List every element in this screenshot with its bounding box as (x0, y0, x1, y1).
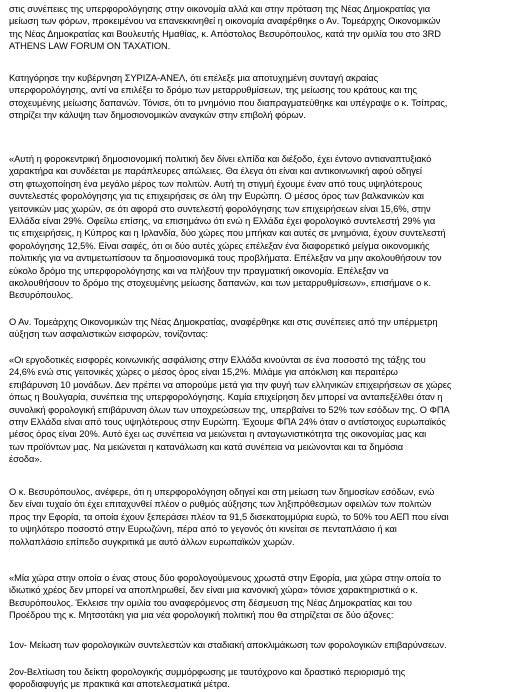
axis-2-paragraph (9, 666, 515, 691)
text-line: γειτονικών μας χωρών, σε ότι αφορά στο συντελεστή φορολόγησης των επιχειρήσεων είναι 15,6%, στην (9, 203, 431, 214)
text-line: χαρακτήρα και συνδέεται με παράπλευρες απώλειες. Θα έλεγα ότι είναι και αντικοινωνική αφού οδηγεί (9, 166, 422, 177)
text-line: όπως η Βουλγαρία, συνέπεια της υπερφορολόγησης. Καμία επιχείρηση δεν μπορεί να ανταπεξέλθει όταν η (9, 392, 443, 403)
axis-1-paragraph (9, 639, 515, 651)
text-line: συντελεστές φορολόγησης για τις επιχειρήσεις σε όλη την Ευρώπη. Ο μέσος όρος των βαλκανικών και (9, 191, 424, 202)
text-line: Ο Αν. Τομεάρχης Οικονομικών της Νέας Δημοκρατίας, αναφέρθηκε και στις συνέπειες από την υπέρμετρη (9, 317, 438, 327)
text-line: εύκολο δρόμο της υπερφορολόγησης και να πλήξουν την πραγματική οικονομία. Επέλεξαν να (9, 265, 389, 276)
text-line: στις συνέπειες της υπερφορολόγησης στην οικονομία αλλά και στην πρόταση της Νέας Δημοκρατίας για (9, 4, 431, 14)
insurance-intro-paragraph (9, 316, 515, 341)
text-line: «Οι εργοδοτικές εισφορές κοινωνικής ασφάλισης στην Ελλάδα κινούνται σε ένα ποσοστό της τάξης του (9, 355, 426, 365)
accusation-paragraph (9, 72, 515, 122)
text-line: ATHENS LAW FORUM ON TAXATION. (9, 41, 171, 52)
text-line: φοροδιαφυγής με πρακτικά και αποτελεσματικά μέτρα. (9, 679, 230, 690)
text-line: συνολική φορολογική επιβάρυνση όλων των υποχρεώσεων της, υπερβαίνει το 52% των εσόδων της. Ο ΦΠΑ (9, 404, 450, 415)
text-line: της Νέας Δημοκρατίας και Βουλευτής Ημαθίας, κ. Απόστολος Βεσυρόπουλος, κατά την ομιλία του στο 3RD (9, 28, 441, 39)
text-line: στην Ελλάδα είναι από τους υψηλότερους στην Ευρώπη. Έχουμε ΦΠΑ 24% όταν ο αντίστοιχος ευρωπαϊκός (9, 417, 446, 428)
text-line: αύξηση των ασφαλιστικών εισφορών, τονίζοντας: (9, 329, 209, 340)
revenue-paragraph (9, 486, 515, 548)
text-line: «Μία χώρα στην οποία ο ένας στους δύο φορολογούμενους χρωστά στην Εφορία, μια χώρα στην οποία το (9, 573, 442, 583)
text-line: στηρίζει την κάλυψη των δημοσιονομικών αναγκών στην επιβολή φόρων. (9, 110, 306, 121)
text-line: προς την Εφορία, τα οποία έχουν ξεπεράσει πλέον τα 91,5 δισεκατομμύρια ευρώ, το 50% του ΑΕΠ που είναι (9, 511, 449, 522)
text-line: των προϊόντων μας. Να μειώνεται η κατανάλωση και κατά συνέπεια να μειώνονται και τα δημόσια (9, 441, 404, 452)
text-line: υπερφορολόγησης, αντί να επιλέξει το δρόμο των μεταρρυθμίσεων, της μείωσης του κράτους και της (9, 85, 417, 96)
text-line: Κατηγόρησε την κυβέρνηση ΣΥΡΙΖΑ-ΑΝΕΛ, ότι επέλεξε μια αποτυχημένη συνταγή ακραίας (9, 73, 379, 83)
text-line: 1ον- Μείωση των φορολογικών συντελεστών και σταδιακή αποκλιμάκωση των φορολογικών επιβαρύνσεων. (9, 640, 447, 650)
text-line: τις επιχειρήσεις, η Κύπρος και η Ιρλανδία, δύο χώρες που μπήκαν και αυτές σε μνημόνια, έχουν συντελεστή (9, 228, 446, 239)
text-line: στοχευμένης μείωσης δαπανών. Τόνισε, ότι το μνημόνιο που διαπραγματεύθηκε και υπέγραψε ο κ. Τσίπρας, (9, 97, 448, 108)
text-line: Ο κ. Βεσυρόπουλος, ανέφερε, ότι η υπερφορολόγηση οδηγεί και στη μείωση των δημοσίων εσόδων, ενώ (9, 487, 435, 497)
text-line: το υψηλότερο ποσοστό στην Ευρωζώνη, πέρα από το γεγονός ότι κινείται σε πενταπλάσιο ή και (9, 524, 397, 535)
text-line: «Αυτή η φοροκεντρική δημοσιονομική πολιτική δεν δίνει ελπίδα και διέξοδο, έχει έντονο αντιαναπτυξιακό (9, 154, 432, 164)
text-line: Προέδρου της κ. Μητσοτάκη για μια νέα φορολογική πολιτική που θα στηρίζεται σε δύο άξονες: (9, 610, 394, 621)
quote-paragraph-3 (9, 572, 515, 622)
text-line: μείωση των φόρων, προκειμένου να επανεκκινηθεί η οικονομία αναφέρθηκε ο Αν. Τομεάρχης Οικονομικών (9, 16, 441, 27)
text-line: δεν είναι τυχαίο ότι έχει επιταχυνθεί πλέον ο ρυθμός αύξησης των ληξιπρόθεσμων οφειλών των πολιτών (9, 499, 432, 510)
text-line: φορολόγησης 12,5%. Είναι σαφές, ότι οι δύο αυτές χώρες επέλεξαν ένα διαφορετικό μείγμα οικονομικής (9, 240, 430, 251)
intro-paragraph (9, 3, 515, 53)
text-line: Βεσυρόπουλος. Έκλεισε την ομιλία του αναφερόμενος στη δέσμευση της Νέας Δημοκρατίας και του (9, 597, 412, 608)
text-line: επιβάρυνση 10 μονάδων. Δεν πρέπει να απορούμε μετά για την φυγή των ελληνικών επιχειρήσεων σε χώρες (9, 379, 452, 390)
text-line: Ελλάδα είναι 29%. Οφείλω επίσης, να επισημάνω ότι ενώ η Ελλάδα έχει φορολογικό συντελεστή 29% για (9, 216, 436, 227)
text-line: ιδιωτικό χρέος δεν μπορεί να αποπληρωθεί, δεν είναι μια κανονική χώρα» τόνισε χαρακτηριστικά ο κ. (9, 585, 418, 596)
text-line: πολιτικής για να αντιμετωπίσουν τα δημοσιονομικά τους προβλήματα. Επέλεξαν να μην ακολουθήσουν τον (9, 253, 442, 264)
text-line: 24,6% ενώ στις γειτονικές χώρες ο μέσος όρος είναι 15,2%. Μιλάμε για απόκλιση και περαιτέρω (9, 367, 398, 378)
text-line: μέσος όρος είναι 20%. Αυτό έχει ως συνέπεια να μειώνεται η ανταγωνιστικότητα της οικονομίας μας και (9, 429, 427, 440)
text-line: πολλαπλάσιο επίπεδο συγκριτικά με αυτό άλλων ευρωπαϊκών χωρών. (9, 536, 295, 547)
text-line: έσοδα». (9, 454, 43, 465)
text-line: 2ον-Βελτίωση του δείκτη φορολογικής συμμόρφωσης με ταυτόχρονο και δραστικό περιορισμό της (9, 667, 406, 677)
text-line: Βεσυρόπουλος. (9, 290, 74, 301)
text-line: ακολουθήσουν το δρόμο της στοχευμένης μείωσης δαπανών, και των μεταρρυθμίσεων», επισήμανε ο κ. (9, 278, 431, 289)
quote-paragraph-1 (9, 153, 515, 302)
text-line: στη φτωχοποίηση ένα μεγάλο μέρος των πολιτών. Αυτή τη στιγμή έχουμε έναν από τους υψηλότερους (9, 178, 423, 189)
quote-paragraph-2 (9, 354, 515, 466)
